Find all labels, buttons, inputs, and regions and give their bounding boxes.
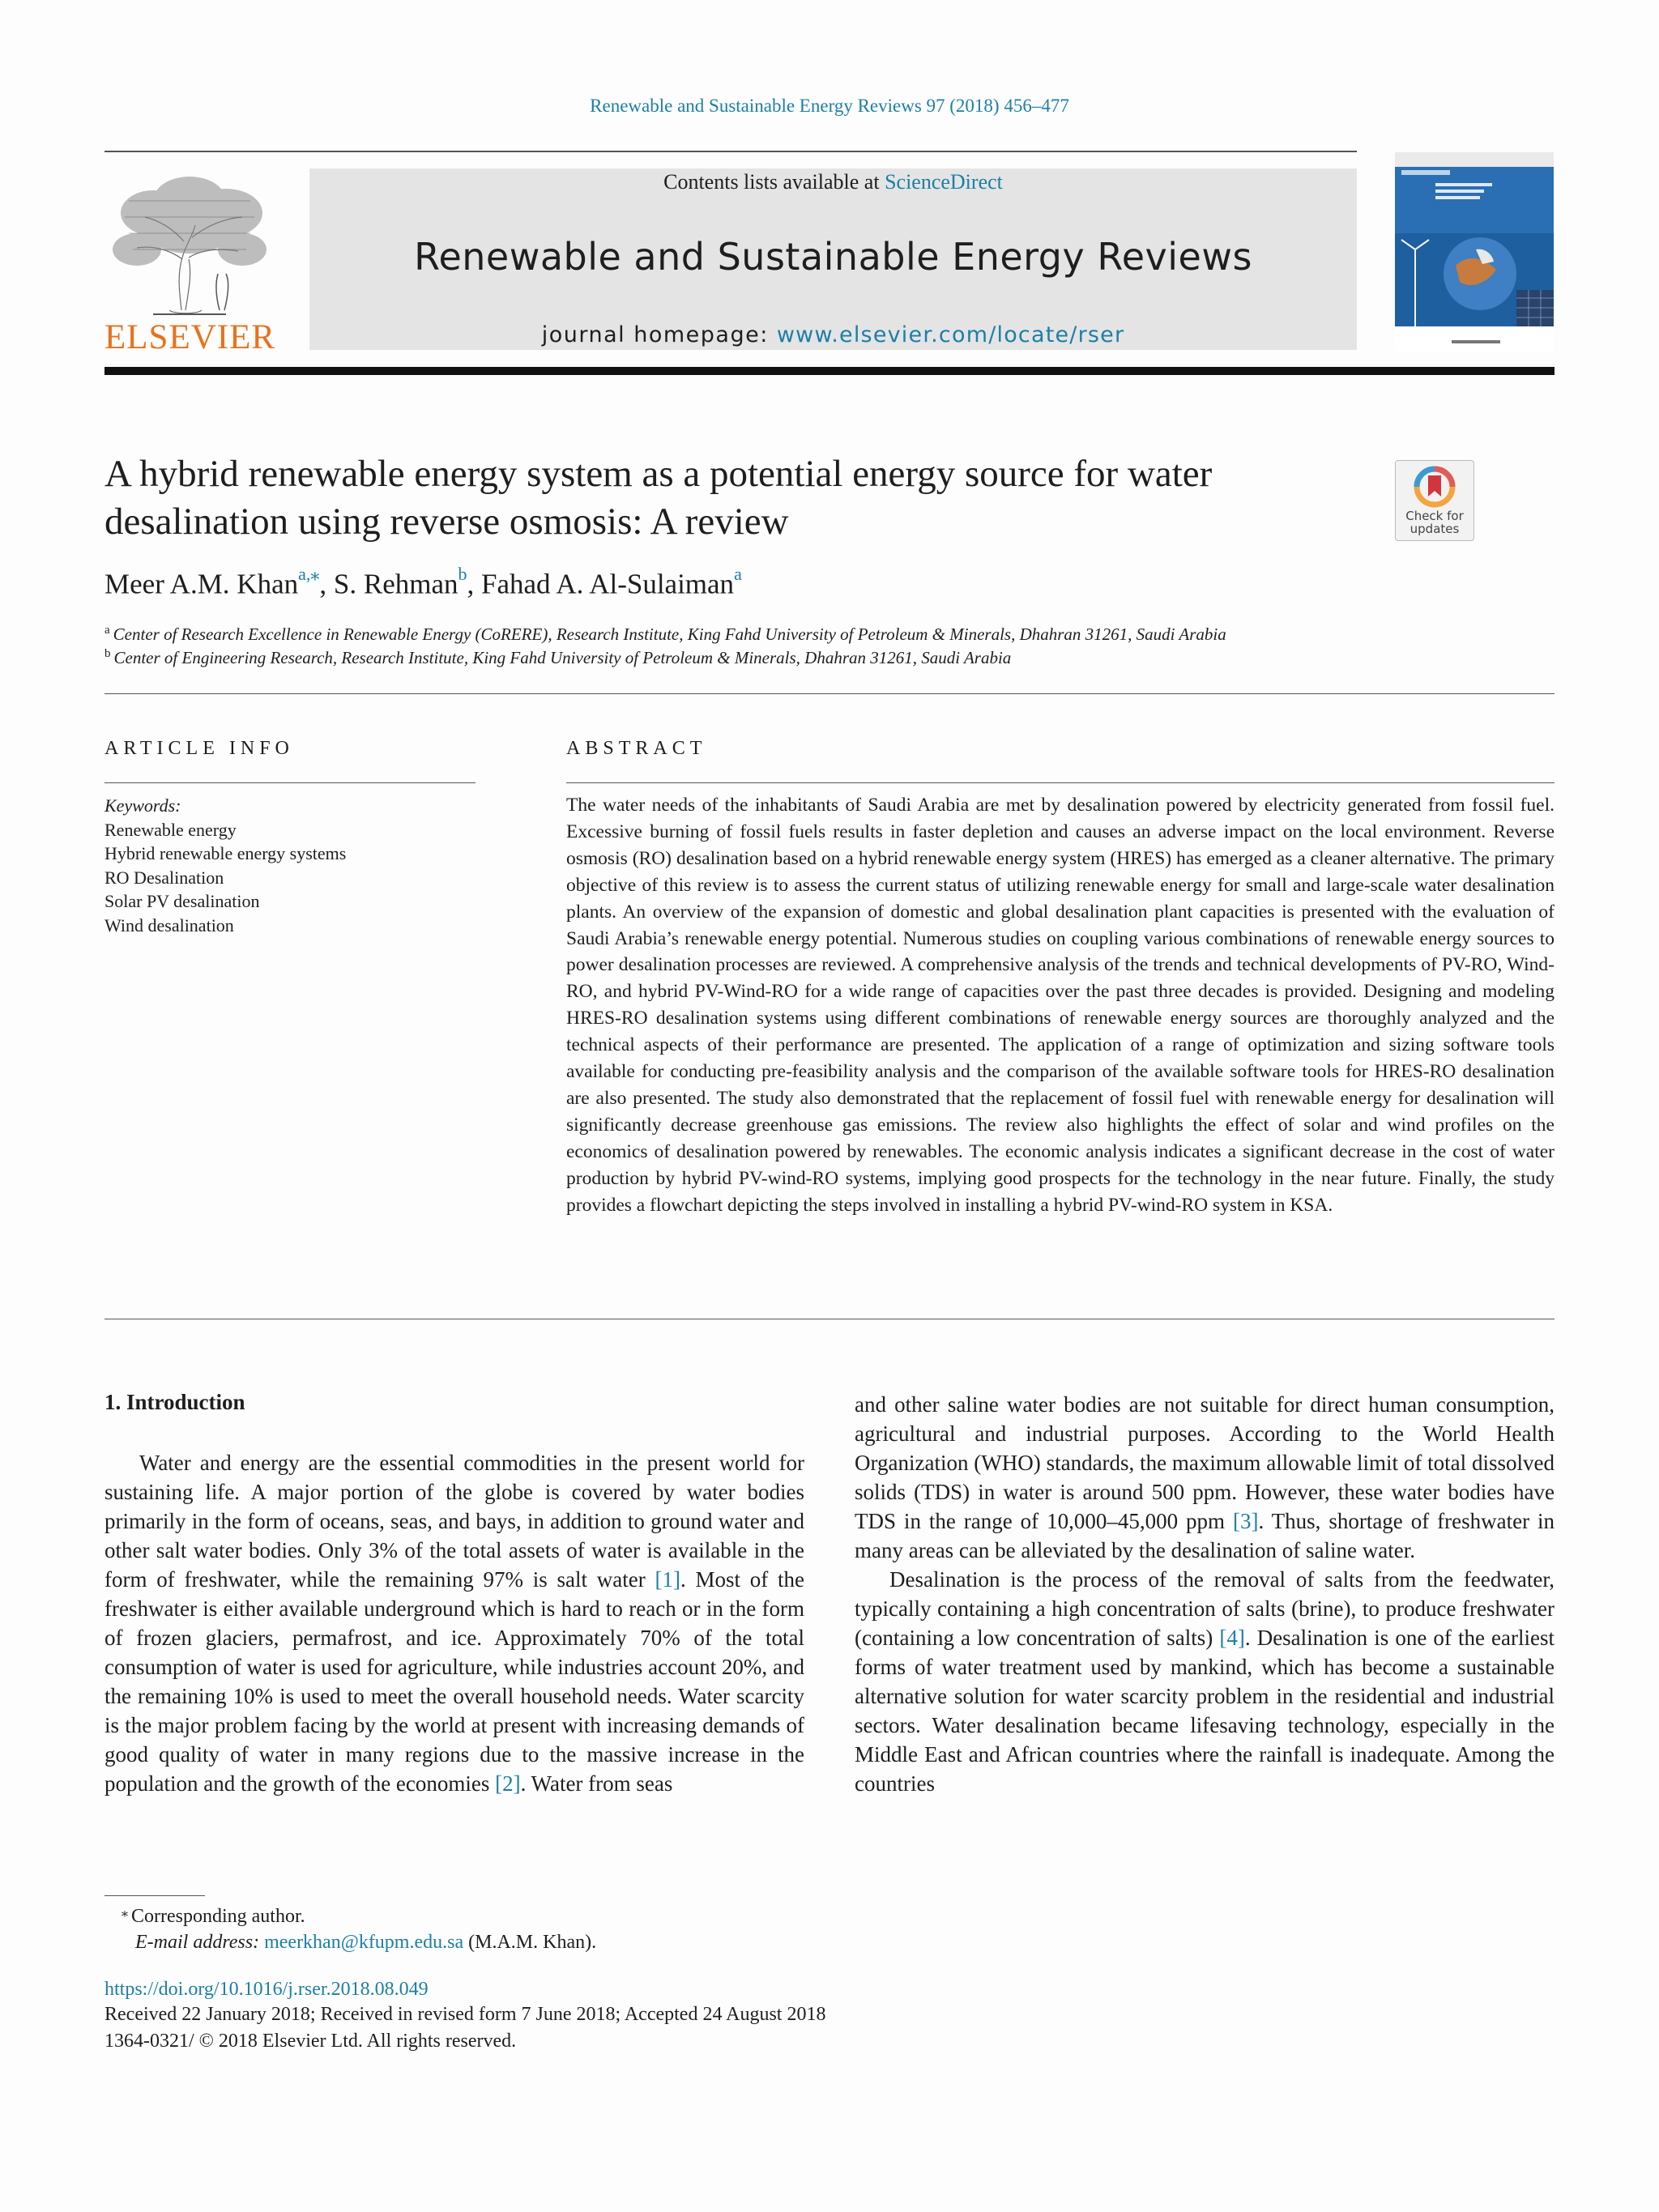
affiliation-mark: b xyxy=(104,647,111,660)
author-name[interactable]: Fahad A. Al-Sulaiman xyxy=(481,568,735,600)
elsevier-wordmark: ELSEVIER xyxy=(104,318,276,356)
contents-prefix: Contents lists available at xyxy=(663,170,885,194)
citation-link[interactable]: [4] xyxy=(1219,1626,1245,1650)
journal-title: Renewable and Sustainable Energy Reviews xyxy=(414,235,1252,279)
paragraph-text: . Most of the freshwater is either available underground which is hard to reach or in the form of frozen glaciers, permafrost, and ice. Approximately 70% of the total consumption of water is used for agriculture, while industries account 20%, and the remaining 10% is used to meet the overall household needs. Water scarcity is the major problem facing by the world at present with increasing demands of good quality of water in many regions due to the massive increase in the population and the growth of the economies xyxy=(104,1567,804,1796)
paragraph-text: . Thus, shortage of freshwater in many areas can be alleviated by the desalination of saline water. xyxy=(855,1509,1555,1562)
paragraph xyxy=(104,1448,804,1798)
abstract-text: The water needs of the inhabitants of Saudi Arabia are met by desalination powered by electricity generated from fossil fuel. Excessive burning of fossil fuels results in faster depletion and causes an adverse impact on the local environment. Reverse osmosis (RO) desalination based on a hybrid renewable energy system (HRES) has emerged as a cleaner alternative. The primary objective of this review is to assess the current status of utilizing renewable energy for small and large-scale water desalination plants. An overview of the expansion of domestic and global desalination plant capacities is presented with the evaluation of Saudi Arabia’s renewable energy potential. Numerous studies on coupling various combinations of renewable energy sources to power desalination processes are reviewed. A comprehensive analysis of the trends and technical developments of PV-RO, Wind-RO, and hybrid PV-Wind-RO for a wide range of capacities over the past three decades is provided. Designing and modeling HRES-RO desalination systems using different combinations of renewable energy sources are thoroughly analyzed and the technical aspects of their performance are presented. The application of a range of optimization and sizing software tools available for conducting pre-feasibility analysis and the comparison of the available software tools for HRES-RO desalination are also presented. The study also demonstrated that the replacement of fossil fuel with renewable energy for desalination will significantly decrease greenhouse gas emissions. The review also highlights the effect of solar and wind profiles on the economics of desalination powered by renewables. The economic analysis indicates a significant decrease in the cost of water production by hybrid PV-wind-RO systems, implying good prospects for the technology in the near future. Finally, the study provides a flowchart depicting the steps involved in installing a hybrid PV-wind-RO system in KSA. xyxy=(566,795,1555,1216)
article-info-rule xyxy=(104,782,476,783)
paragraph-text: Water and energy are the essential commodities in the present world for sustaining life. A major portion of the globe is covered by water bodies primarily in the form of oceans, seas, and bays, in addition to ground water and other salt water bodies. Only 3% of the total assets of water is available in the form of freshwater, while the remaining 97% is salt water xyxy=(104,1451,804,1592)
author-name[interactable]: S. Rehman xyxy=(333,568,458,600)
citation-link[interactable]: [1] xyxy=(655,1567,680,1592)
crossmark-label-line1: Check for xyxy=(1405,509,1464,523)
article-info-heading: ARTICLE INFO xyxy=(104,738,294,759)
author-list xyxy=(104,564,742,601)
author-separator: , xyxy=(319,568,334,600)
author-separator: , xyxy=(467,568,481,600)
author-affil-mark[interactable]: b xyxy=(458,564,467,584)
paragraph xyxy=(855,1390,1555,1565)
section-heading-introduction: 1. Introduction xyxy=(104,1390,245,1414)
keyword-item: RO Desalination xyxy=(104,867,224,888)
email-suffix: (M.A.M. Khan). xyxy=(463,1932,597,1953)
keyword-item: Renewable energy xyxy=(104,819,237,840)
doi-link[interactable]: https://doi.org/10.1016/j.rser.2018.08.049 xyxy=(104,1979,429,2000)
citation-link[interactable]: [2] xyxy=(495,1771,521,1796)
affiliation-b xyxy=(104,647,1011,668)
paragraph-text: and other saline water bodies are not suitable for direct human consumption, agricultural and industrial purposes. According to the World Health Organization (WHO) standards, the maximum allowable limit of total dissolved solids (TDS) in water is around 500 ppm. However, these water bodies have TDS in the range of 10,000–45,000 ppm xyxy=(855,1392,1555,1533)
footnote-rule xyxy=(104,1895,205,1896)
email-note xyxy=(135,1932,596,1954)
body-column-right xyxy=(855,1390,1555,1798)
affiliation-text: Center of Engineering Research, Research Institute, King Fahd University of Petroleum & Minerals, Dhahran 31261, Saudi Arabia xyxy=(113,648,1012,667)
abstract-rule xyxy=(566,782,1555,783)
citation-link[interactable]: [3] xyxy=(1232,1509,1259,1533)
crossmark-label xyxy=(1396,509,1473,535)
check-for-updates-button[interactable] xyxy=(1395,460,1474,541)
author-affil-mark[interactable]: a xyxy=(734,564,742,584)
keyword-item: Wind desalination xyxy=(104,914,234,936)
paragraph xyxy=(855,1565,1555,1798)
contents-line xyxy=(309,170,1357,194)
author-name[interactable]: Meer A.M. Khan xyxy=(104,568,299,600)
homepage-prefix: journal homepage: xyxy=(541,322,777,347)
affiliation-mark: a xyxy=(104,624,110,637)
journal-homepage xyxy=(309,322,1357,347)
journal-reference[interactable]: Renewable and Sustainable Energy Reviews 97 (2018) 456–477 xyxy=(590,96,1069,116)
email-link[interactable]: meerkhan@kfupm.edu.sa xyxy=(264,1932,464,1953)
article-title xyxy=(104,450,1368,546)
keywords-label: Keywords: xyxy=(104,795,181,816)
homepage-link[interactable]: www.elsevier.com/locate/rser xyxy=(776,322,1125,347)
article-title-line2: desalination using reverse osmosis: A review xyxy=(104,501,789,543)
keyword-item: Solar PV desalination xyxy=(104,891,260,911)
body-column-left xyxy=(104,1448,804,1798)
abstract-heading: ABSTRACT xyxy=(566,738,707,759)
corresponding-author-text: Corresponding author. xyxy=(131,1906,305,1927)
crossmark-icon xyxy=(1410,464,1459,513)
paragraph-text: . Desalination is one of the earliest forms of water treatment used by mankind, which has become a sustainable alternative solution for water scarcity problem in the residential and industrial sectors. Water desalination became lifesaving technology, especially in the Middle East and African countries where the rainfall is inadequate. Among the countries xyxy=(855,1626,1555,1796)
affiliation-rule xyxy=(104,693,1555,694)
article-title-line1: A hybrid renewable energy system as a potential energy source for water xyxy=(104,453,1213,495)
keywords-block xyxy=(104,794,346,937)
paragraph-text: . Water from seas xyxy=(520,1771,673,1796)
paragraph-text: Desalination is the process of the removal of salts from the feedwater, typically containing a high concentration of salts (brine), to produce freshwater (containing a low concentration of salts) xyxy=(855,1567,1555,1650)
copyright-line: 1364-0321/ © 2018 Elsevier Ltd. All rights reserved. xyxy=(104,2031,517,2052)
corresponding-author-note xyxy=(122,1906,305,1928)
sciencedirect-link[interactable]: ScienceDirect xyxy=(885,170,1003,194)
affiliation-text: Center of Research Excellence in Renewable Energy (CoRERE), Research Institute, King Fahd University of Petroleum & Minerals, Dhahran 31261, Saudi Arabia xyxy=(113,624,1226,644)
received-dates: Received 22 January 2018; Received in revised form 7 June 2018; Accepted 24 August 2018 xyxy=(104,2004,826,2025)
header-rule xyxy=(104,151,1357,152)
footnote-star: ⁎ xyxy=(122,1906,128,1920)
keyword-item: Hybrid renewable energy systems xyxy=(104,843,347,863)
journal-cover-thumbnail[interactable] xyxy=(1395,152,1554,352)
author-affil-mark[interactable]: a,⁎ xyxy=(298,564,320,584)
header-thick-rule xyxy=(104,367,1555,375)
email-label: E-mail address: xyxy=(135,1932,265,1953)
affiliation-a xyxy=(104,624,1226,645)
crossmark-label-line2: updates xyxy=(1410,522,1460,536)
